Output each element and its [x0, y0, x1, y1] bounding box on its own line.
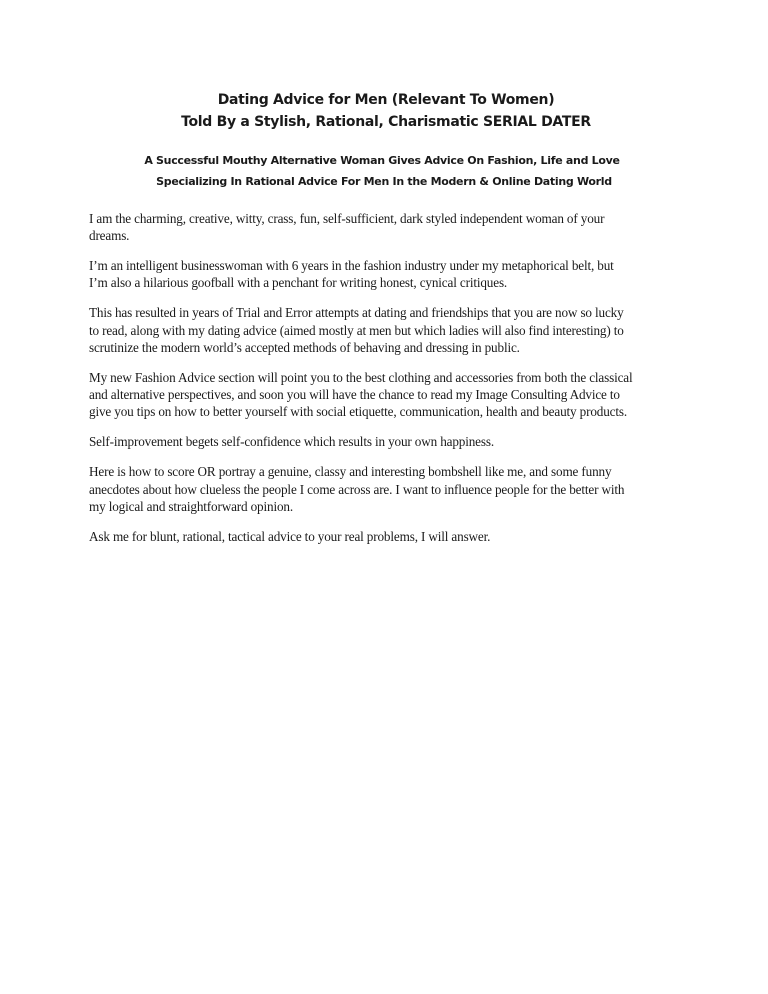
- document-title-line-1: Dating Advice for Men (Relevant To Women): [217, 92, 555, 108]
- document-title-line-2: Told By a Stylish, Rational, Charismatic SERIAL DATER: [181, 114, 591, 130]
- paragraph-bombshell: [89, 463, 709, 515]
- paragraph-line: Self-improvement begets self-confidence which results in your own happiness.: [89, 434, 494, 450]
- paragraph-line: my logical and straightforward opinion.: [89, 498, 294, 514]
- paragraph-intro: [89, 210, 709, 245]
- paragraph-line: This has resulted in years of Trial and Error attempts at dating and friendships that you are now so lucky: [89, 305, 624, 321]
- paragraph-line: give you tips on how to better yourself with social etiquette, communication, health and beauty products.: [89, 404, 627, 420]
- paragraph-line: and alternative perspectives, and soon you will have the chance to read my Image Consulting Advice to: [89, 387, 620, 403]
- paragraph-line: scrutinize the modern world’s accepted methods of behaving and dressing in public.: [89, 339, 520, 355]
- paragraph-line: My new Fashion Advice section will point you to the best clothing and accessories from both the classical: [89, 369, 633, 385]
- paragraph-self-improvement: [89, 433, 709, 450]
- paragraph-line: anecdotes about how clueless the people I come across are. I want to influence people for the better with: [89, 481, 625, 497]
- paragraph-line: to read, along with my dating advice (aimed mostly at men but which ladies will also find interesting) to: [89, 322, 624, 338]
- document-subtitle-line-2: Specializing In Rational Advice For Men In the Modern & Online Dating World: [156, 175, 612, 188]
- document-body: [89, 210, 709, 558]
- paragraph-line: Here is how to score OR portray a genuine, classy and interesting bombshell like me, and some funny: [89, 464, 612, 480]
- document-subtitle-line-1: A Successful Mouthy Alternative Woman Gives Advice On Fashion, Life and Love: [144, 154, 620, 167]
- paragraph-line: I’m an intelligent businesswoman with 6 years in the fashion industry under my metaphorical belt, but: [89, 258, 614, 274]
- paragraph-line: I’m also a hilarious goofball with a penchant for writing honest, cynical critiques.: [89, 275, 508, 291]
- paragraph-ask-me: [89, 528, 709, 545]
- paragraph-trial-and-error: [89, 304, 709, 356]
- paragraph-line: dreams.: [89, 228, 130, 244]
- paragraph-line: I am the charming, creative, witty, crass, fun, self-sufficient, dark styled independent woman of your: [89, 211, 605, 226]
- paragraph-fashion-advice: [89, 369, 709, 421]
- paragraph-line: Ask me for blunt, rational, tactical advice to your real problems, I will answer.: [89, 528, 491, 544]
- paragraph-background: [89, 257, 709, 292]
